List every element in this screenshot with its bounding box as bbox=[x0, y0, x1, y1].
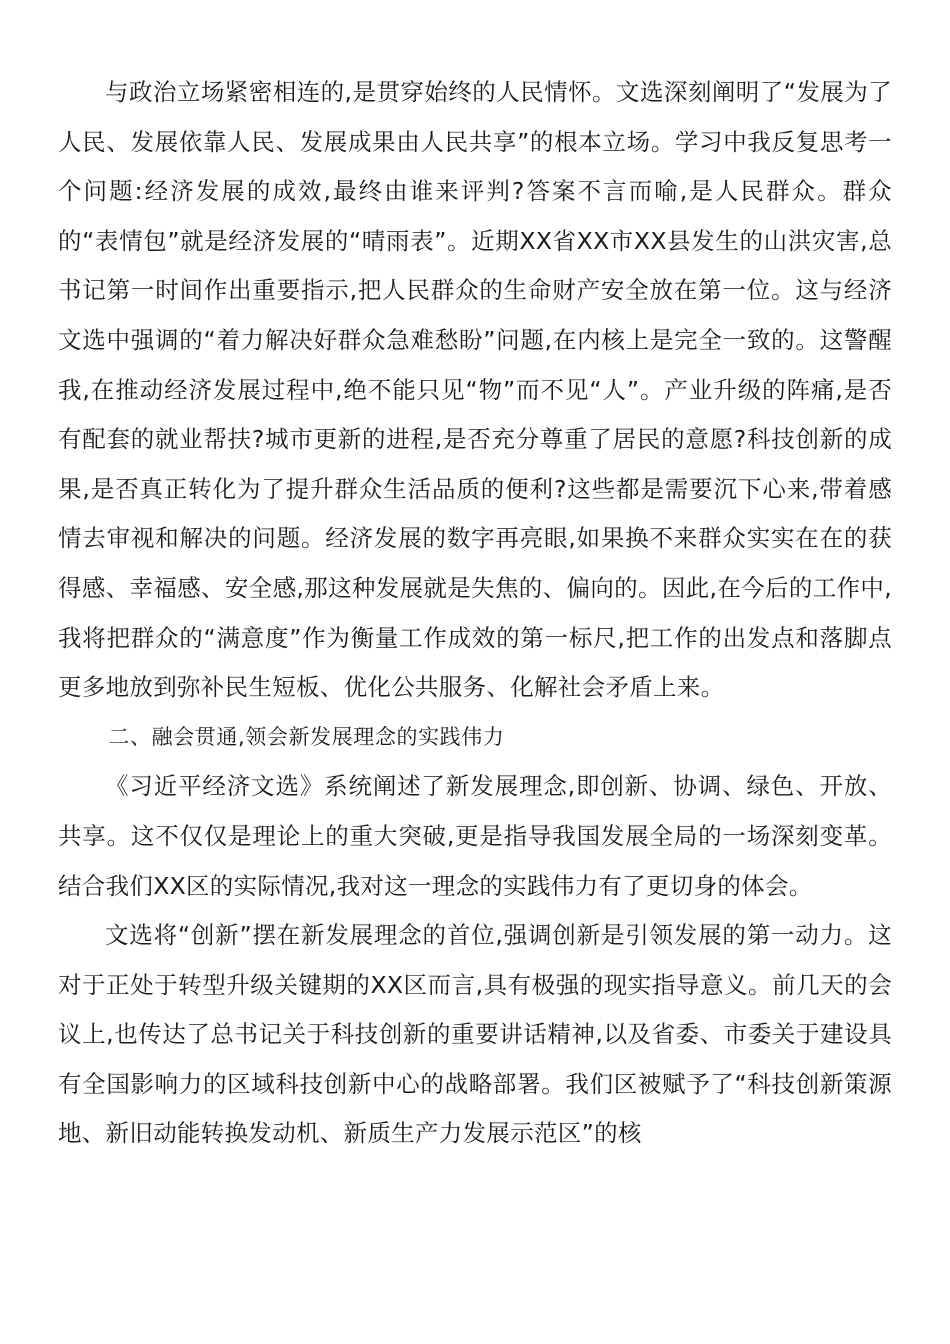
paragraph-new-development-concept: 《习近平经济文选》系统阐述了新发展理念,即创新、协调、绿色、开放、共享。这不仅仅是理论上的重大突破,更是指导我国发展全局的一场深刻变革。结合我们XX区的实际情况,我对这一理念的实践伟力有了更切身的体会。 bbox=[58, 772, 892, 900]
section-heading-new-development-concept: 二、融会贯通,领会新发展理念的实践伟力 bbox=[108, 724, 505, 749]
document-page bbox=[58, 68, 892, 1159]
paragraph-people-centered: 与政治立场紧密相连的,是贯穿始终的人民情怀。文选深刻阐明了“发展为了人民、发展依靠人民、发展成果由人民共享”的根本立场。学习中我反复思考一个问题:经济发展的成效,最终由谁来评判?答案不言而喻,是人民群众。群众的“表情包”就是经济发展的“晴雨表”。近期XX省XX市XX县发生的山洪灾害,总书记第一时间作出重要指示,把人民群众的生命财产安全放在第一位。这与经济文选中强调的“着力解决好群众急难愁盼”问题,在内核上是完全一致的。这警醒我,在推动经济发展过程中,绝不能只见“物”而不见“人”。产业升级的阵痛,是否有配套的就业帮扶?城市更新的进程,是否充分尊重了居民的意愿?科技创新的成果,是否真正转化为了提升群众生活品质的便利?这些都是需要沉下心来,带着感情去审视和解决的问题。经济发展的数字再亮眼,如果换不来群众实实在在的获得感、幸福感、安全感,那这种发展就是失焦的、偏向的。因此,在今后的工作中,我将把群众的“满意度”作为衡量工作成效的第一标尺,把工作的出发点和落脚点更多地放到弥补民生短板、优化公共服务、化解社会矛盾上来。 bbox=[58, 78, 892, 702]
paragraph-innovation: 文选将“创新”摆在新发展理念的首位,强调创新是引领发展的第一动力。这对于正处于转型升级关键期的XX区而言,具有极强的现实指导意义。前几天的会议上,也传达了总书记关于科技创新的重要讲话精神,以及省委、市委关于建设具有全国影响力的区域科技创新中心的战略部署。我们区被赋予了“科技创新策源地、新旧动能转换发动机、新质生产力发展示范区”的核 bbox=[58, 921, 892, 1148]
